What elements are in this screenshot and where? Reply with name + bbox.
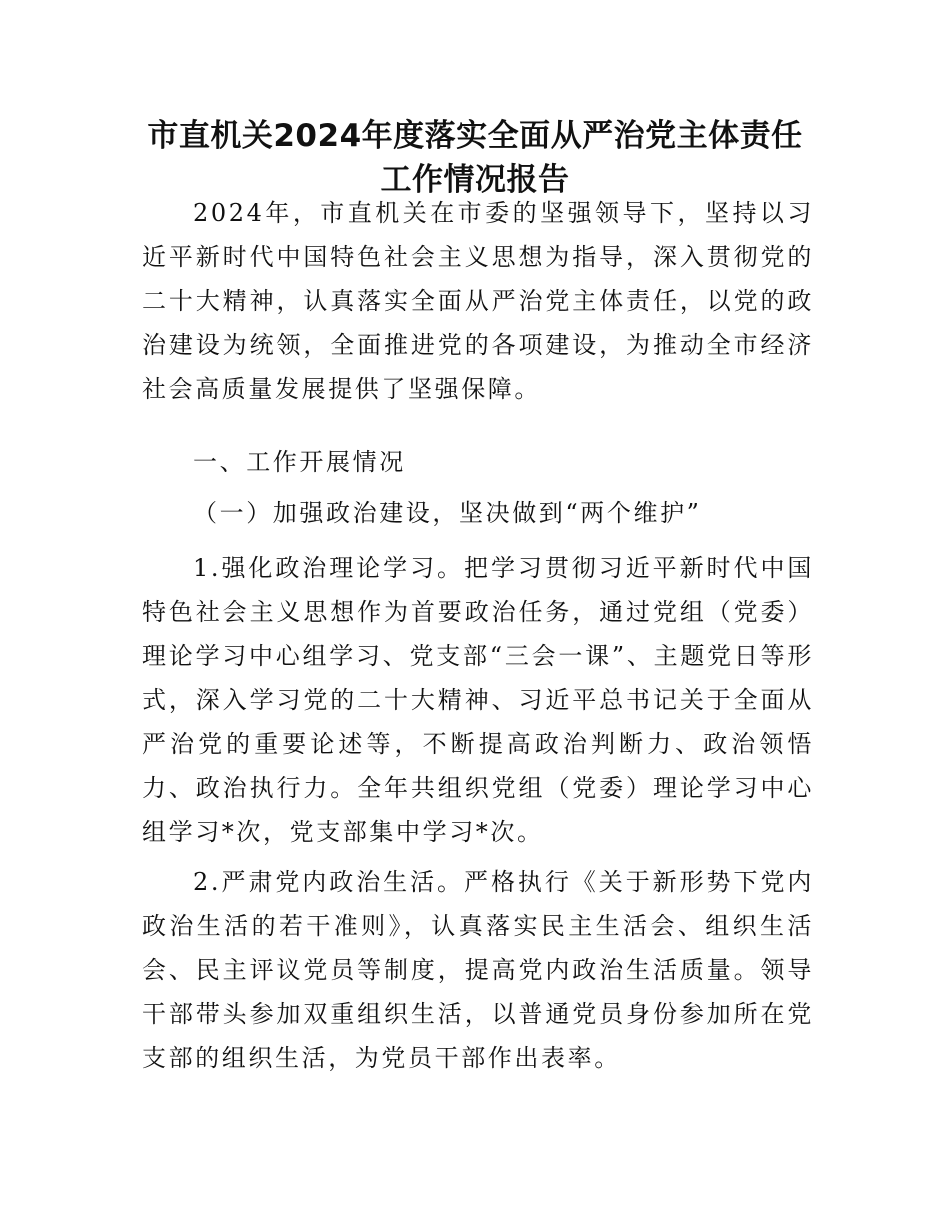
intro-paragraph: 2024年，市直机关在市委的坚强领导下，坚持以习近平新时代中国特色社会主义思想为指导，深入贯彻党的二十大精神，认真落实全面从严治党主体责任，以党的政治建设为统领，全面推进党的各项建设，为推动全市经济社会高质量发展提供了坚强保障。 xyxy=(142,199,814,403)
subsection-heading-1: （一）加强政治建设，坚决做到“两个维护” xyxy=(193,499,702,527)
document-title-line-1: 市直机关2024年度落实全面从严治党主体责任 xyxy=(147,118,803,154)
paragraph-item-1: 1.强化政治理论学习。把学习贯彻习近平新时代中国特色社会主义思想作为首要政治任务，通过党组（党委）理论学习中心组学习、党支部“三会一课”、主题党日等形式，深入学习党的二十大精神、习近平总书记关于全面从严治党的重要论述等，不断提高政治判断力、政治领悟力、政治执行力。全年共组织党组（党委）理论学习中心组学习*次，党支部集中学习*次。 xyxy=(142,554,814,846)
document-title-line-2: 工作情况报告 xyxy=(380,162,570,198)
section-heading-1: 一、工作开展情况 xyxy=(193,448,406,476)
paragraph-item-2: 2.严肃党内政治生活。严格执行《关于新形势下党内政治生活的若干准则》，认真落实民主生活会、组织生活会、民主评议党员等制度，提高党内政治生活质量。领导干部带头参加双重组织生活，以普通党员身份参加所在党支部的组织生活，为党员干部作出表率。 xyxy=(142,868,814,1072)
